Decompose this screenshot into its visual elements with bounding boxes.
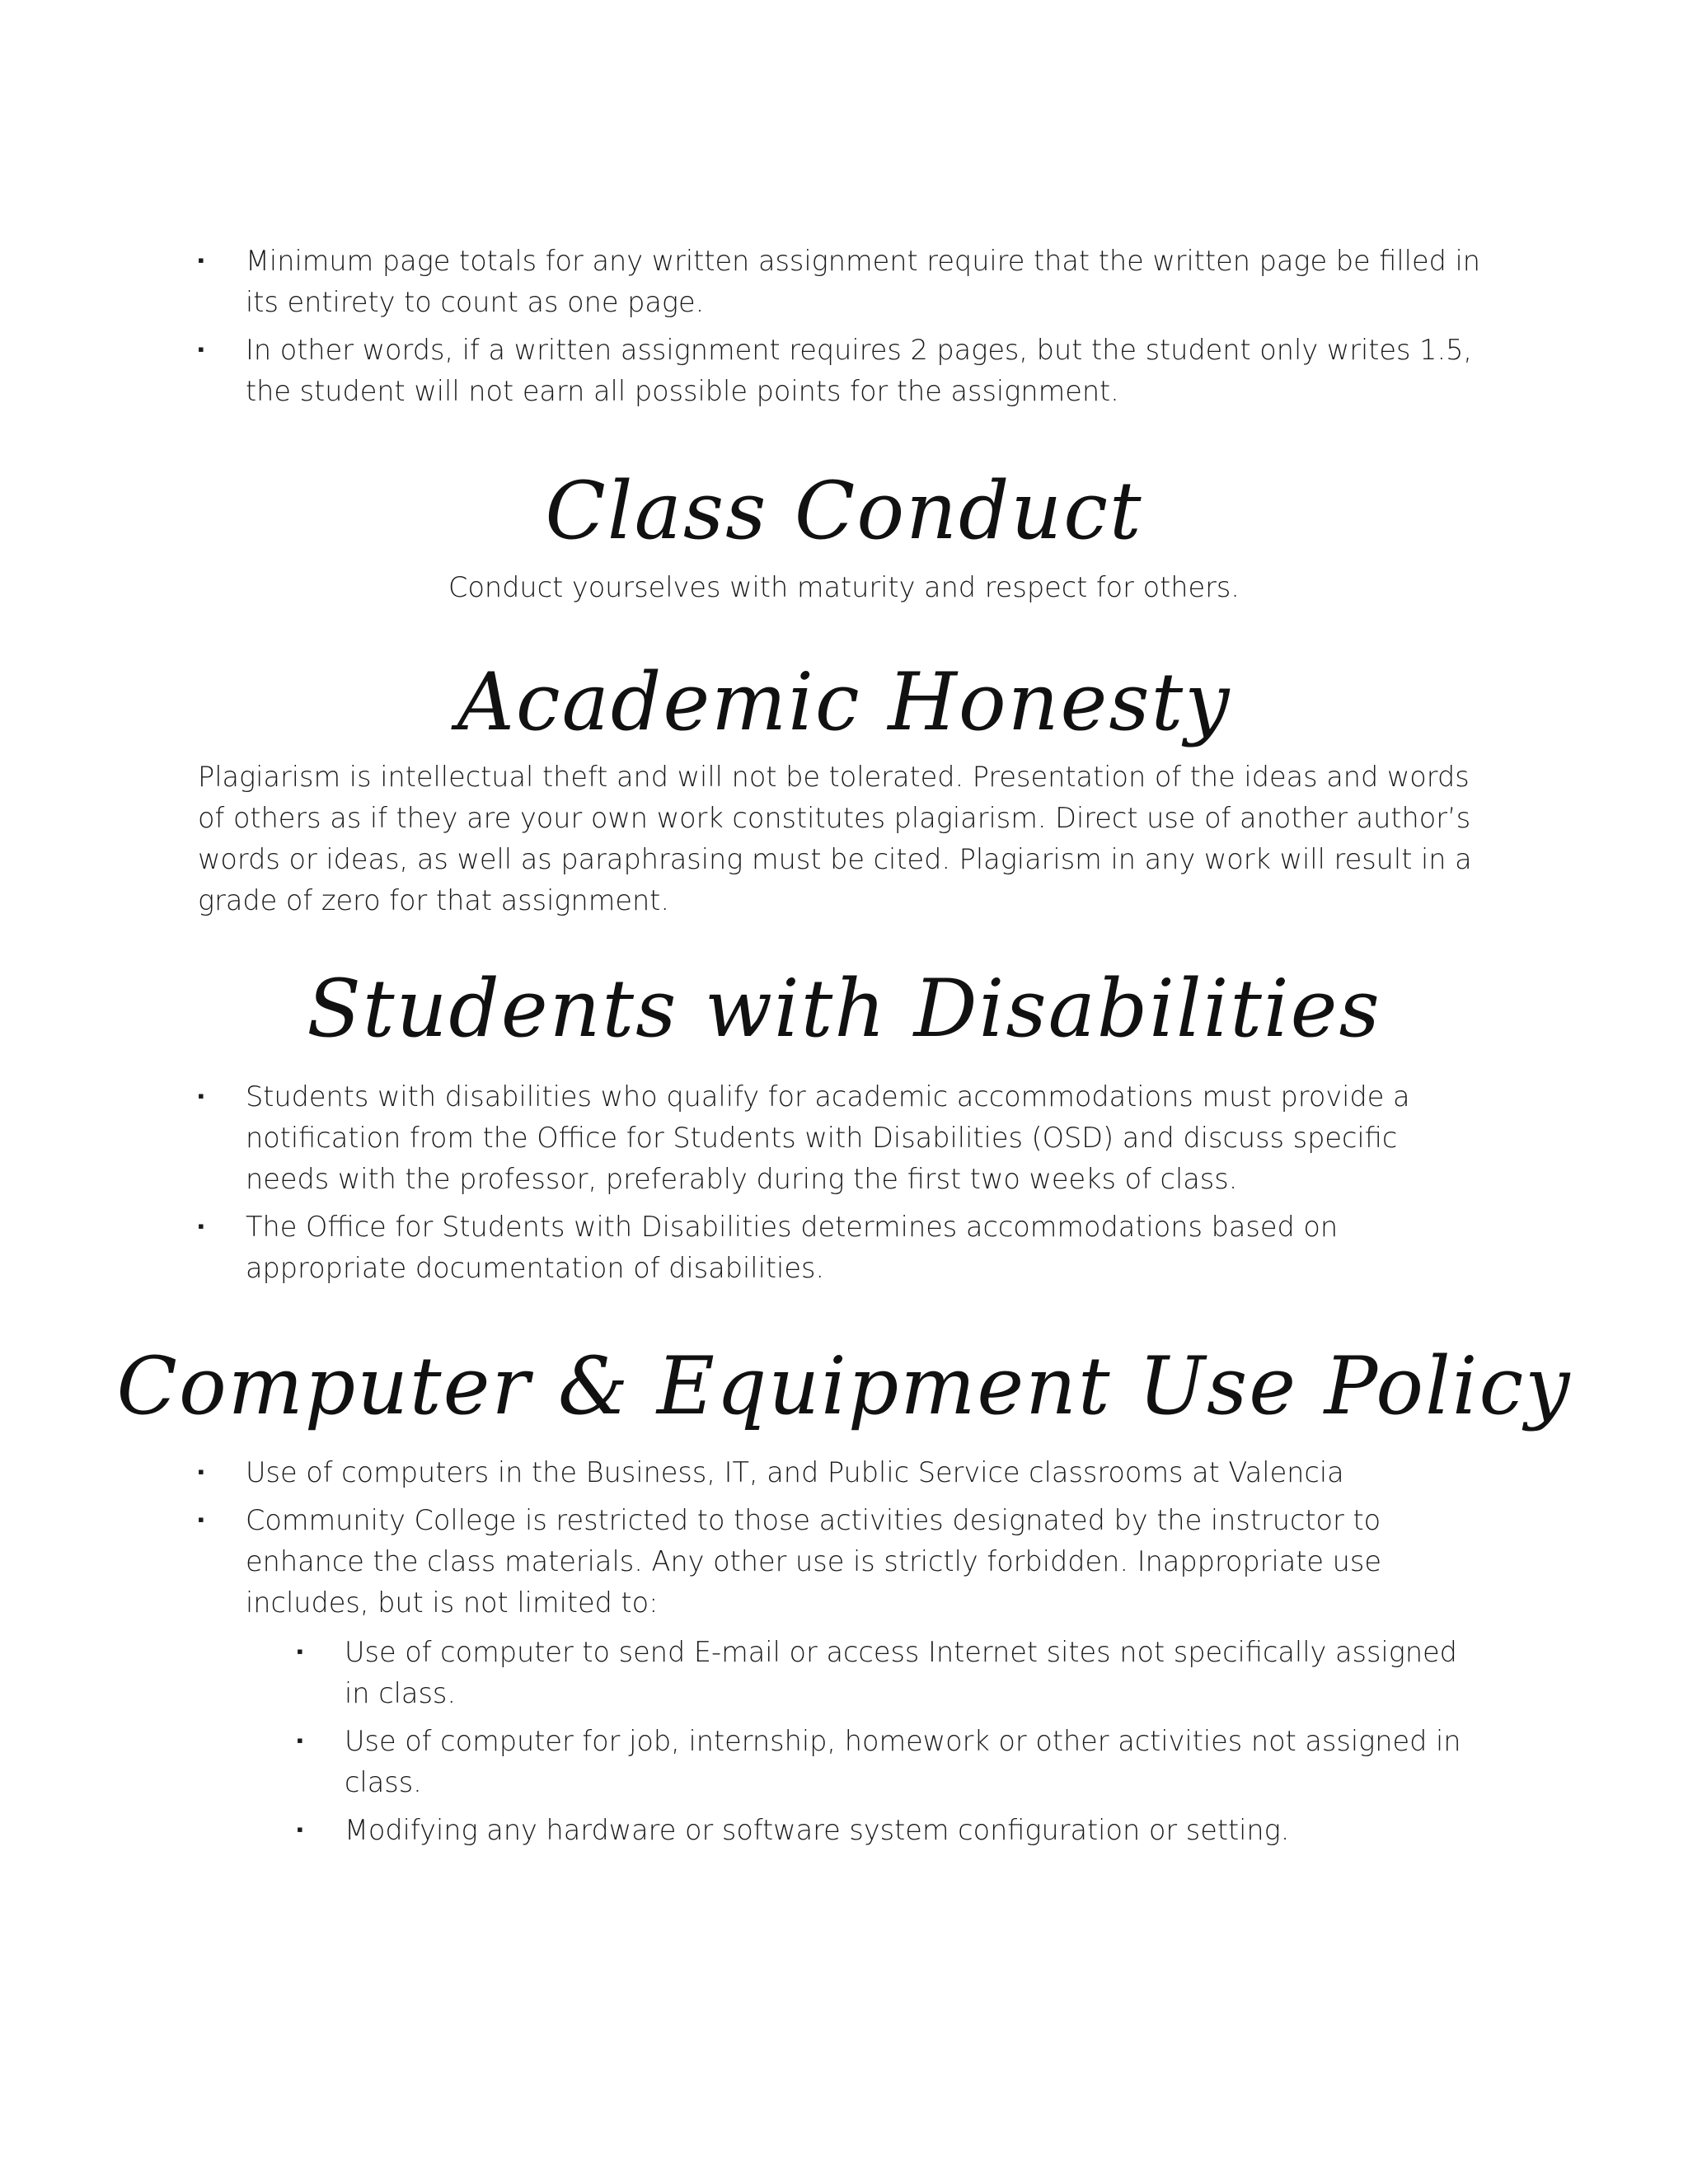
list-item	[198, 1500, 1482, 1624]
list-item-text: The Office for Students with Disabilities determines accommodations based on appropriate documentation of disabilities.	[246, 1211, 1339, 1284]
bullet-icon: ▪	[198, 1462, 204, 1483]
list-item	[198, 1207, 1482, 1289]
bullet-icon: ▪	[198, 1216, 204, 1237]
list-item	[198, 1076, 1482, 1200]
students-with-disabilities-heading: Students with Disabilities	[307, 963, 1381, 1055]
disabilities-bullet-list	[198, 1076, 1482, 1289]
list-item-text: In other words, if a written assignment requires 2 pages, but the student only writes 1.5, the student will not earn all possible points for the assignment.	[246, 334, 1473, 407]
list-item-text: Use of computer to send E-mail or access Internet sites not specifically assigned in class.	[345, 1636, 1457, 1709]
list-item-text: Students with disabilities who qualify for academic accommodations must provide a notification from the Office for Students with Disabilities (OSD) and discuss specific needs with the professor, preferably during the first two weeks of class.	[246, 1080, 1410, 1195]
bullet-icon: ▪	[297, 1731, 303, 1751]
list-item	[198, 330, 1482, 412]
list-item-text: Use of computers in the Business, IT, and Public Service classrooms at Valencia	[246, 1456, 1344, 1488]
list-item-text: Use of computer for job, internship, homework or other activities not assigned in class.	[345, 1725, 1461, 1798]
list-item	[297, 1810, 1465, 1851]
class-conduct-text: Conduct yourselves with maturity and respect for others.	[448, 571, 1240, 603]
bullet-icon: ▪	[198, 251, 204, 271]
list-item	[198, 1452, 1482, 1493]
bullet-icon: ▪	[198, 1086, 204, 1107]
equipment-policy-heading: Computer & Equipment Use Policy	[116, 1340, 1572, 1432]
academic-honesty-heading: Academic Honesty	[457, 656, 1231, 748]
list-item	[297, 1721, 1465, 1803]
list-item-text: Community College is restricted to those activities designated by the instructor to enhance the class materials. Any other use is strictly forbidden. Inappropriate use includes, but is not limited to:	[246, 1504, 1381, 1619]
list-item	[198, 241, 1482, 323]
bullet-icon: ▪	[297, 1820, 303, 1840]
equipment-bullet-list	[198, 1452, 1482, 1624]
intro-bullet-list	[198, 241, 1482, 412]
bullet-icon: ▪	[198, 340, 204, 360]
list-item-text: Minimum page totals for any written assignment require that the written page be filled in its entirety to count as one page.	[246, 245, 1481, 318]
equipment-sub-bullet-list	[297, 1632, 1465, 1851]
bullet-icon: ▪	[297, 1642, 303, 1662]
academic-honesty-text: Plagiarism is intellectual theft and will not be tolerated. Presentation of the ideas and words of others as if they are your own work constitutes plagiarism. Direct use of another author’s words or ideas, as well as paraphrasing must be cited. Plagiarism in any work will result in a grade of zero for that assignment.	[198, 761, 1472, 916]
list-item-text: Modifying any hardware or software system configuration or setting.	[345, 1814, 1290, 1846]
class-conduct-heading: Class Conduct	[545, 465, 1143, 557]
list-item	[297, 1632, 1465, 1714]
bullet-icon: ▪	[198, 1510, 204, 1530]
